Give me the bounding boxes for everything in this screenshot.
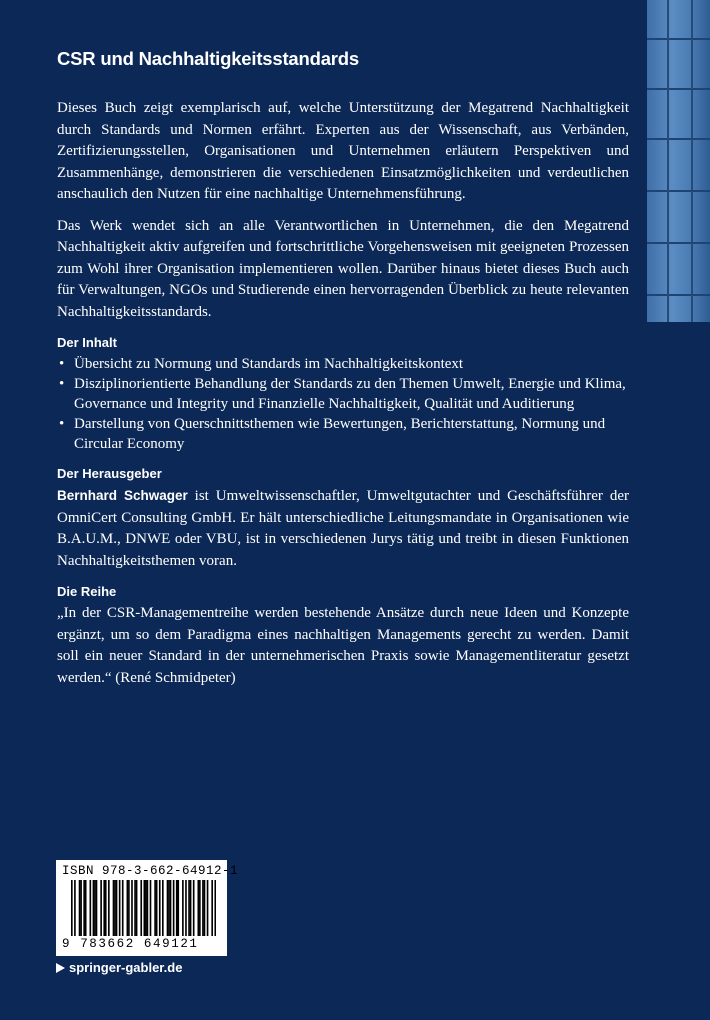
barcode-bar [85, 880, 87, 936]
window-divider [647, 242, 710, 244]
barcode-bar [154, 880, 156, 936]
barcode-bar [128, 880, 130, 936]
barcode-bar [90, 880, 92, 936]
barcode-bar [167, 880, 169, 936]
inhalt-list [57, 354, 629, 454]
barcode-bar [80, 880, 82, 936]
barcode-bar [147, 880, 149, 936]
window-divider [647, 38, 710, 40]
barcode-bar [156, 880, 158, 936]
barcode-bar [136, 880, 138, 936]
publisher-link[interactable] [56, 960, 182, 975]
barcode-bar [197, 880, 199, 936]
window-divider [647, 138, 710, 140]
book-title: CSR und Nachhaltigkeitsstandards [57, 48, 359, 69]
publisher-link-label: springer-gabler.de [69, 960, 183, 975]
reihe-paragraph: „In der CSR-Managementreihe werden bestehende Ansätze durch neue Ideen und Konzepte ergänzt, um so dem Paradigma eines nachhaltigen Managements gerecht zu werden. Damit soll ein neuer Standard in der unternehmerischen Praxis sowie Managementliteratur gesetzt werden.“ (René Schmidpeter) [57, 605, 629, 686]
barcode-bar [150, 880, 152, 936]
barcode-bar [170, 880, 172, 936]
barcode-bar [131, 880, 133, 936]
barcode-bar [162, 880, 164, 936]
arrow-right-icon [56, 963, 65, 973]
barcode-bar [127, 880, 129, 936]
barcode-bar [202, 880, 204, 936]
barcode-bar [119, 880, 121, 936]
isbn-label: ISBN 978-3-662-64912-1 [62, 864, 239, 878]
barcode-bar [93, 880, 95, 936]
barcode-bar [94, 880, 96, 936]
list-item: • Übersicht zu Normung und Standards im Nachhaltigkeitskontext [57, 354, 629, 374]
barcode-bar [83, 880, 85, 936]
audience-paragraph: Das Werk wendet sich an alle Verantwortlichen in Unternehmen, die den Megatrend Nachhaltigkeit aktiv aufgreifen und fortschrittliche Vorgehensweisen mit geeigneten Prozessen zum Wohl ihrer Organisation implementieren wollen. Darüber hinaus bietet dieses Buch auch für Verwaltungen, NGOs und Studierende einen hervorragenden Überblick zu heute relevanten Nachhaltigkeitsstandards. [57, 217, 629, 320]
barcode-bar [168, 880, 170, 936]
barcode-bar [113, 880, 115, 936]
barcode-bar [122, 880, 124, 936]
isbn-barcode [56, 860, 239, 956]
barcode-bar [116, 880, 118, 936]
window-divider [691, 0, 693, 322]
reihe-heading: Die Reihe [57, 584, 117, 599]
intro-paragraph: Dieses Buch zeigt exemplarisch auf, welche Unterstützung der Megatrend Nachhaltigkeit durch Standards und Normen erfährt. Experten aus der Wissenschaft, aus Verbänden, Zertifizierungsstellen, Organisationen und Unternehmen erläutern Perspektiven und Zusammenhänge, demonstrieren die verschiedenen Einsatzmöglichkeiten und verdeutlichen anschaulich den Nutzen für eine nachhaltige Unternehmensführung. [57, 100, 629, 202]
herausgeber-paragraph [57, 485, 629, 572]
barcode-bar [159, 880, 161, 936]
inhalt-heading: Der Inhalt [57, 335, 117, 350]
barcode-bar [108, 880, 110, 936]
list-item: • Disziplinorientierte Behandlung der Standards zu den Themen Umwelt, Energie und Klima, Governance und Integrity und Finanzielle Nachhaltigkeit, Qualität und Auditierung [57, 374, 629, 414]
barcode-bar [74, 880, 76, 936]
barcode-bar [211, 880, 213, 936]
barcode-bar [140, 880, 142, 936]
barcode-bar [103, 880, 105, 936]
herausgeber-heading: Der Herausgeber [57, 466, 162, 481]
window-divider [647, 88, 710, 90]
barcode-bar [214, 880, 216, 936]
barcode-bar [193, 880, 195, 936]
list-item: • Darstellung von Querschnittsthemen wie Bewertungen, Berichterstattung, Normung und Circular Economy [57, 414, 629, 454]
barcode-bar [190, 880, 192, 936]
barcode-bar [176, 880, 178, 936]
barcode-bar [145, 880, 147, 936]
barcode-bar [188, 880, 190, 936]
window-divider [647, 190, 710, 192]
barcode-bar [177, 880, 179, 936]
barcode-bar [100, 880, 102, 936]
barcode-bars [71, 880, 216, 936]
isbn-digits: 9 783662 649121 [62, 937, 199, 951]
barcode-bar [79, 880, 81, 936]
barcode-bar [114, 880, 116, 936]
window-divider [667, 0, 669, 322]
barcode-bar [96, 880, 98, 936]
barcode-bar [134, 880, 136, 936]
barcode-bar [173, 880, 175, 936]
barcode-bar [185, 880, 187, 936]
barcode-bar [105, 880, 107, 936]
editor-name: Bernhard Schwager [57, 488, 188, 503]
barcode-bar [204, 880, 206, 936]
window-divider [647, 294, 710, 296]
cover-photo-strip [647, 0, 710, 322]
editor-bio: ist Umweltwissenschaftler, Umweltgutachter und Geschäftsführer der OmniCert Consulting GmbH. Er hält unterschiedliche Leitungsmandate in Organisationen wie B.A.U.M., DNWE oder VBU, ist in verschiedenen Jurys tätig und treibt in diesen Funktionen Nachhaltigkeitsthemen voran. [57, 488, 630, 569]
barcode-bar [144, 880, 146, 936]
barcode-bar [71, 880, 73, 936]
barcode-bar [182, 880, 184, 936]
barcode-bar [207, 880, 209, 936]
back-cover-text [57, 48, 629, 699]
barcode-bar [199, 880, 201, 936]
